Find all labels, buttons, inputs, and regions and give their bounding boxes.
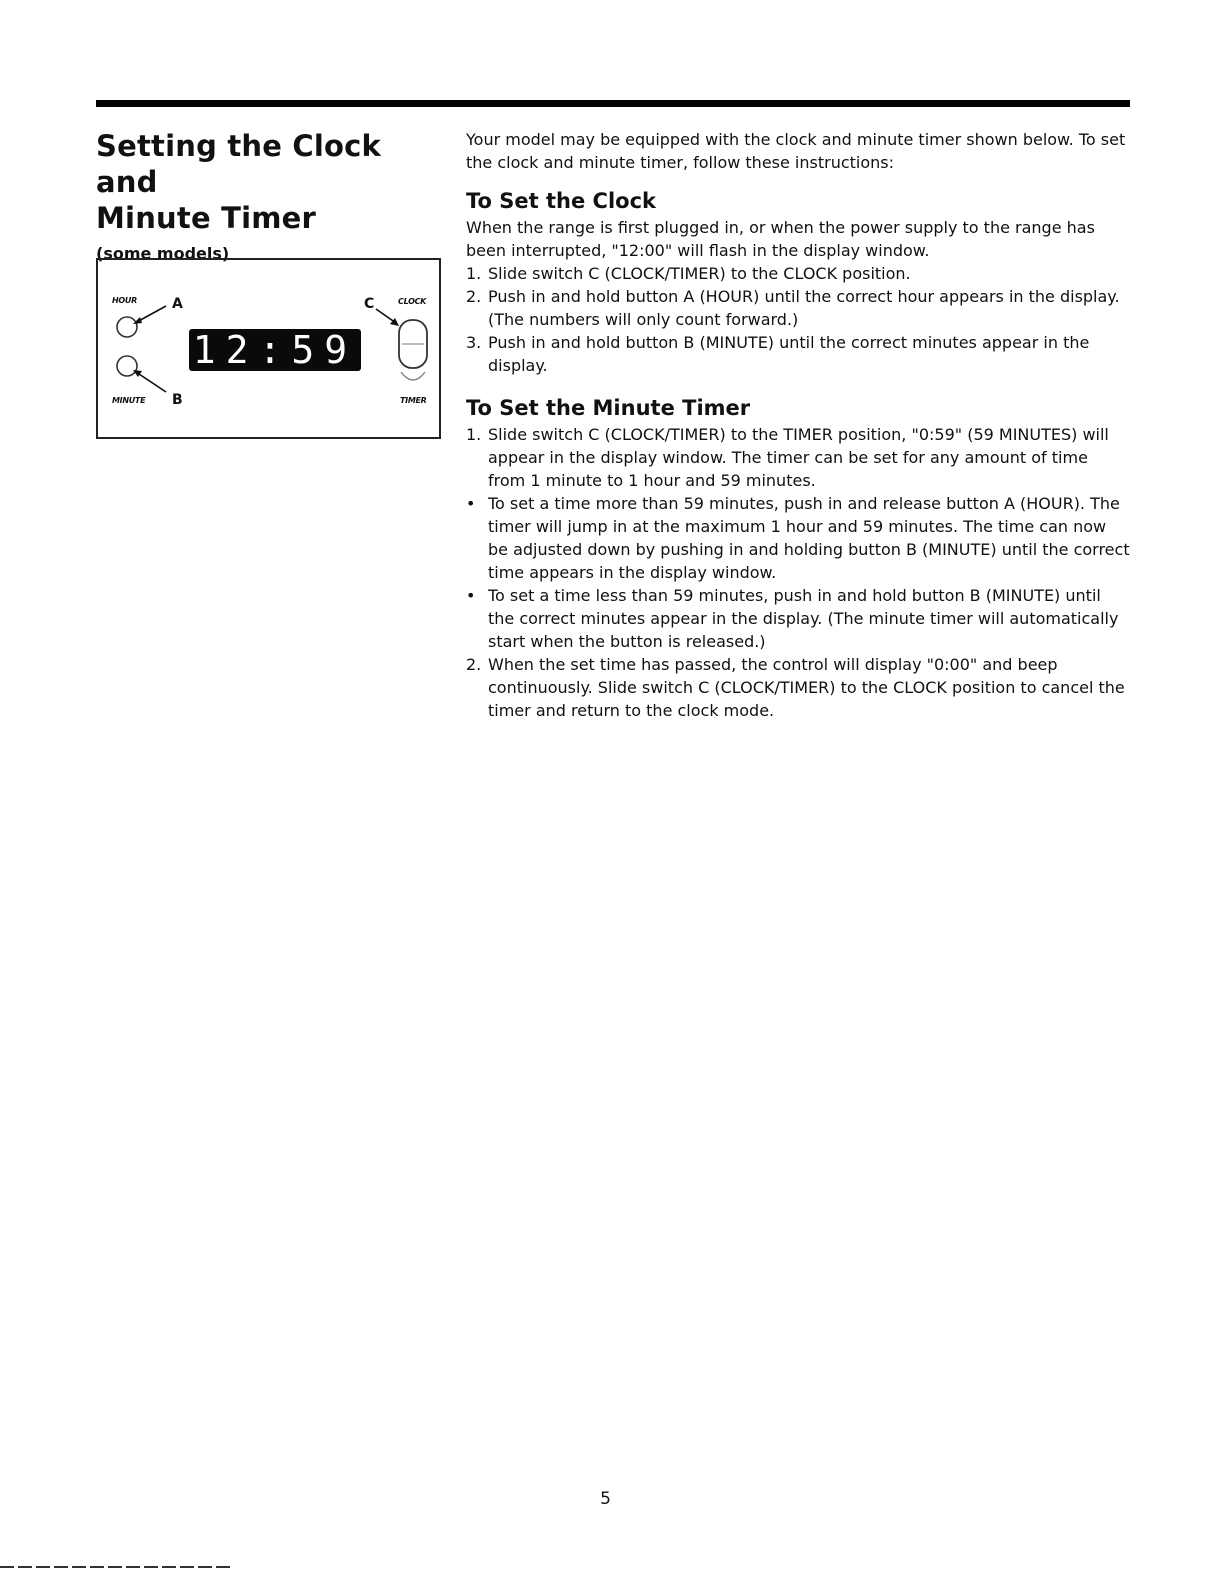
label-a: A [172, 296, 183, 312]
left-column [96, 128, 446, 263]
control-panel-illustration [96, 258, 441, 439]
clock-display: 12:59 [189, 329, 361, 371]
list-marker: 1. [466, 425, 482, 444]
list-marker: • [466, 586, 476, 605]
instructions-column [466, 128, 1130, 722]
bottom-rule [0, 1566, 230, 1568]
hour-button-icon [117, 317, 137, 337]
list-text: Slide switch C (CLOCK/TIMER) to the TIMER position, "0:59" (59 MINUTES) will appear in the display window. The timer can be set for any amount of time from 1 minute to 1 hour and 59 minutes. [488, 425, 1109, 490]
list-text: When the set time has passed, the control will display "0:00" and beep continuously. Slide switch C (CLOCK/TIMER) to the CLOCK position to cancel the timer and return to the clock mode. [488, 655, 1125, 720]
list-marker: • [466, 494, 476, 513]
intro-paragraph: Your model may be equipped with the clock and minute timer shown below. To set the clock and minute timer, follow these instructions: [466, 130, 1126, 172]
clock-label: CLOCK [398, 297, 427, 306]
list-text: Push in and hold button B (MINUTE) until the correct minutes appear in the display. [488, 333, 1090, 375]
list-marker: 3. [466, 333, 482, 352]
list-marker: 2. [466, 287, 482, 306]
clock-intro: When the range is first plugged in, or when the power supply to the range has been interrupted, "12:00" will flash in the display window. [466, 218, 1095, 260]
list-item [466, 331, 1130, 377]
minute-label: MINUTE [112, 396, 146, 405]
page-title [96, 128, 446, 236]
timer-heading: To Set the Minute Timer [466, 396, 751, 420]
page-title-line2: Minute Timer [96, 201, 317, 235]
arrow-b-icon [136, 372, 166, 392]
list-item [466, 285, 1130, 331]
list-text: To set a time less than 59 minutes, push in and hold button B (MINUTE) until the correct minutes appear in the display. (The minute timer will automatically start when the button is released.) [488, 586, 1119, 651]
list-marker: 2. [466, 655, 482, 674]
hour-label: HOUR [112, 296, 137, 305]
list-marker: 1. [466, 264, 482, 283]
minute-button-icon [117, 356, 137, 376]
page-number: 5 [600, 1489, 611, 1509]
list-item [466, 653, 1130, 722]
list-item [466, 584, 1130, 653]
top-rule [96, 100, 1130, 107]
list-item [466, 423, 1130, 492]
clock-heading: To Set the Clock [466, 189, 656, 213]
list-text: To set a time more than 59 minutes, push in and release button A (HOUR). The timer will jump in at the maximum 1 hour and 59 minutes. The time can now be adjusted down by pushing in and holding button B (MINUTE) until the correct time appears in the display window. [488, 494, 1130, 582]
label-c: C [364, 296, 375, 312]
timer-label: TIMER [400, 396, 427, 405]
page-title-line1: Setting the Clock and [96, 129, 382, 199]
label-b: B [172, 392, 183, 408]
list-text: Push in and hold button A (HOUR) until the correct hour appears in the display. (The numbers will only count forward.) [488, 287, 1120, 329]
page-subtitle: (some models) [96, 244, 230, 263]
list-item [466, 262, 1130, 285]
list-text: Slide switch C (CLOCK/TIMER) to the CLOCK position. [488, 264, 911, 283]
list-item [466, 492, 1130, 584]
